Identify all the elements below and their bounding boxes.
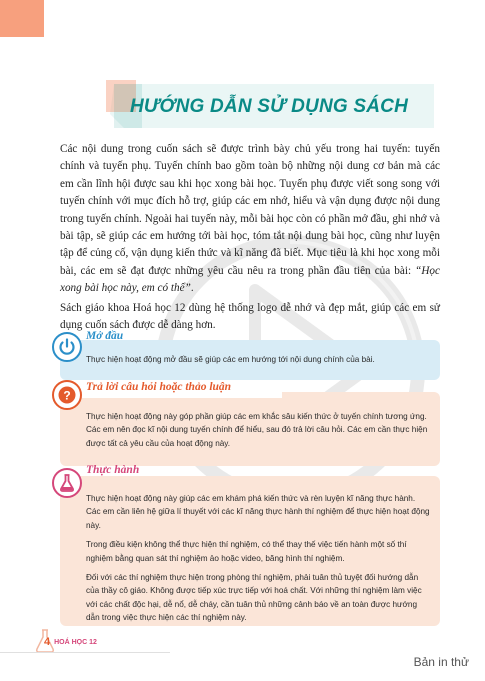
draft-stamp: Bản in thử [413,655,469,669]
thuc-hanh-body [86,492,431,631]
thuc-hanh-heading: Thực hành [86,464,140,476]
question-icon [52,380,82,410]
intro-paragraph [60,141,440,298]
power-icon [52,332,82,362]
intro-end: . [190,282,194,295]
thao-luan-box [60,381,440,466]
logo-paragraph: Sách giáo khoa Hoá học 12 dùng hệ thống logo dễ nhớ và đẹp mắt, giúp các em sử dụng cuốn sách được dễ dàng hơn. [60,302,440,332]
intro-quote: “Học xong bài học này, em có thể” [60,264,440,295]
book-name: HOÁ HỌC 12 [54,638,97,646]
footer-divider [0,652,170,653]
thao-luan-text: Thực hiện hoạt động này góp phần giúp các em khắc sâu kiến thức ở tuyến chính tương ứng. Các em nên đọc kĩ nội dung tuyến chính để hiểu, sau đó trả lời câu hỏi. Các em cần thực hiện được tất cả yêu cầu của hoạt động này. [86,412,428,448]
mo-dau-box [60,330,440,380]
thuc-hanh-paragraph-1: Thực hiện hoạt động này giúp các em khám phá kiến thức và rèn luyện kĩ năng thực hành. Các em cần liên hệ giữa lí thuyết với các kĩ năng thực hành thí nghiệm để thực hiện hoạt động này. [86,494,430,530]
mo-dau-text: Thực hiện hoạt động mở đầu sẽ giúp các em hướng tới nội dung chính của bài. [86,355,375,364]
corner-decoration [0,0,44,37]
thuc-hanh-paragraph-3: Đối với các thí nghiệm thực hiện trong phòng thí nghiệm, phải tuân thủ tuyệt đối hướng dẫn của thầy cô giáo. Không được tiếp xúc trực tiếp với hoá chất. Với những thí nghiệm làm việc với các chất độc hại, dễ nổ, dễ cháy, cần tuân thủ những cảnh báo về an toàn được hướng dẫn trong việc thực hiện các thí nghiệm này. [86,573,422,623]
thuc-hanh-box [60,464,440,626]
page-number: 4 [44,636,51,648]
title-banner [104,78,444,133]
flask-icon [52,468,82,498]
thao-luan-heading: Trả lời câu hỏi hoặc thảo luận [86,381,232,393]
intro-text: Các nội dung trong cuốn sách sẽ được trình bày chủ yếu trong hai tuyến: tuyến chính và tuyến phụ. Tuyến chính bao gồm toàn bộ những nội dung cơ bản mà các em cần lĩnh hội được sau khi học xong bài học. Tuyến phụ được viết song song với tuyến chính với mục đích hỗ trợ, giúp các em nhớ, hiểu và vận dụng được nội dung trong tuyến chính. Ngoài hai tuyến này, mỗi bài học còn có phần mở đầu, ghi nhớ và bài tập, sẽ giúp các em hướng tới bài học, tóm tắt nội dung bài học, cũng như luyện tập để củng cố, vận dụng kiến thức và kĩ năng đã biết. Mục tiêu là khi học xong mỗi bài, các em sẽ đạt được những yêu cầu nêu ra trong phần đầu tiên của bài: [60,143,440,277]
page-footer [44,632,97,652]
thuc-hanh-paragraph-2: Trong điều kiện không thể thực hiện thí nghiệm, có thể thay thế việc tiến hành một số thí nghiệm bằng quan sát thí nghiệm ảo hoặc video, băng hình thí nghiệm. [86,540,407,563]
mo-dau-heading: Mở đầu [86,330,124,342]
svg-text:?: ? [63,388,71,403]
page-title: HƯỚNG DẪN SỬ DỤNG SÁCH [130,96,408,117]
